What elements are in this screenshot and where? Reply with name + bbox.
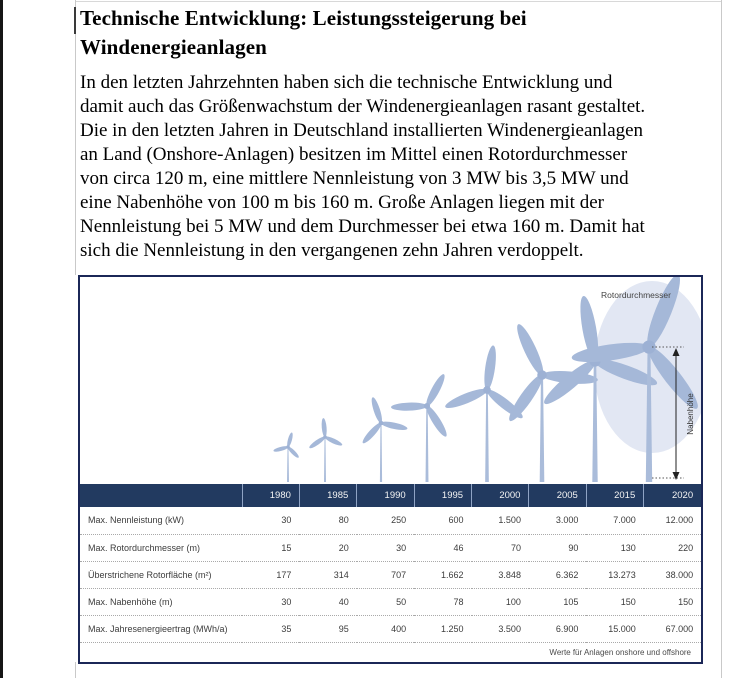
- year-header-cell: 2015: [586, 484, 643, 507]
- page-title-line-1: Technische Entwicklung: Leistungssteigerung bei: [80, 6, 527, 30]
- value-cell: 95: [299, 615, 356, 642]
- body-line: an Land (Onshore-Anlagen) besitzen im Mittel einen Rotordurchmesser: [80, 144, 628, 165]
- value-cell: 30: [242, 588, 299, 615]
- turbine-mast: [485, 390, 489, 482]
- text-frame-top-border: [75, 1, 721, 2]
- value-cell: 15: [242, 534, 299, 561]
- value-cell: 1.250: [414, 615, 471, 642]
- rotor-diameter-label: Rotordurchmesser: [601, 290, 671, 300]
- value-cell: 6.900: [529, 615, 586, 642]
- turbine-mast: [287, 447, 289, 482]
- value-cell: 314: [299, 561, 356, 588]
- value-cell: 250: [357, 507, 414, 534]
- turbine-blade: [370, 396, 384, 424]
- value-cell: 105: [529, 588, 586, 615]
- value-cell: 70: [472, 534, 529, 561]
- turbine-hub: [424, 403, 430, 409]
- value-cell: 15.000: [586, 615, 643, 642]
- value-cell: 3.000: [529, 507, 586, 534]
- turbine-mast: [540, 375, 545, 482]
- value-cell: 35: [242, 615, 299, 642]
- turbine-blade: [443, 385, 488, 411]
- turbine-blade: [482, 345, 498, 391]
- value-cell: 46: [414, 534, 471, 561]
- table-header-row: [80, 484, 701, 507]
- year-header-cell: 1985: [299, 484, 356, 507]
- year-header-cell: 1990: [357, 484, 414, 507]
- turbine-mast: [324, 437, 326, 482]
- table-header-empty-cell: [80, 484, 242, 507]
- value-cell: 38.000: [644, 561, 701, 588]
- body-line: Die in den letzten Jahren in Deutschland installierten Windenergieanlagen: [80, 120, 644, 141]
- value-cell: 6.362: [529, 561, 586, 588]
- body-line: Nennleistung bei 5 MW und dem Durchmesser bei etwa 160 m. Damit hat: [80, 216, 645, 237]
- page-title: [80, 4, 720, 62]
- value-cell: 80: [299, 507, 356, 534]
- value-cell: 1.662: [414, 561, 471, 588]
- row-label: Max. Rotordurchmesser (m): [80, 534, 242, 561]
- hub-height-label: Nabenhöhe: [686, 393, 695, 435]
- turbine-blade: [324, 435, 343, 447]
- value-cell: 130: [586, 534, 643, 561]
- body-line: sich die Nennleistung in den vergangenen zehn Jahren verdoppelt.: [80, 240, 584, 261]
- value-cell: 12.000: [644, 507, 701, 534]
- value-cell: 40: [299, 588, 356, 615]
- value-cell: 150: [586, 588, 643, 615]
- body-line: von circa 120 m, eine mittlere Nennleistung von 3 MW bis 3,5 MW und: [80, 168, 629, 189]
- value-cell: 100: [472, 588, 529, 615]
- value-cell: 50: [357, 588, 414, 615]
- body-paragraph: [80, 71, 725, 263]
- table-row: [80, 588, 701, 615]
- row-label: Max. Nennleistung (kW): [80, 507, 242, 534]
- body-line: damit auch das Größenwachstum der Windenergieanlagen rasant gestaltet.: [80, 96, 646, 117]
- row-label: Überstrichene Rotorfläche (m²): [80, 561, 242, 588]
- year-header-cell: 2000: [472, 484, 529, 507]
- table-row: [80, 507, 701, 534]
- value-cell: 13.273: [586, 561, 643, 588]
- table-row: [80, 534, 701, 561]
- year-header-cell: 1980: [242, 484, 299, 507]
- turbine-blade: [273, 445, 289, 453]
- value-cell: 3.848: [472, 561, 529, 588]
- turbine-mast: [426, 406, 429, 482]
- value-cell: 1.500: [472, 507, 529, 534]
- value-cell: 707: [357, 561, 414, 588]
- turbine-blade: [380, 420, 408, 432]
- wind-turbine: [308, 418, 343, 482]
- year-header-cell: 2020: [644, 484, 701, 507]
- turbine-mast: [380, 423, 382, 482]
- turbine-illustration: [80, 277, 701, 484]
- row-label: Max. Jahresenergieertrag (MWh/a): [80, 615, 242, 642]
- value-cell: 78: [414, 588, 471, 615]
- year-header-cell: 2005: [529, 484, 586, 507]
- wind-turbine: [273, 432, 300, 482]
- text-frame-left-border-lower: [75, 662, 76, 678]
- turbine-blade: [321, 418, 327, 437]
- turbine-hub: [537, 370, 547, 380]
- value-cell: 400: [357, 615, 414, 642]
- table-row: [80, 561, 701, 588]
- value-cell: 20: [299, 534, 356, 561]
- page-title-line-2: Windenergieanlagen: [80, 35, 267, 59]
- turbine-blade: [423, 372, 447, 408]
- turbine-hub: [286, 445, 290, 449]
- window-left-edge: [0, 0, 3, 678]
- turbine-hub: [379, 421, 384, 426]
- value-cell: 30: [357, 534, 414, 561]
- value-cell: 7.000: [586, 507, 643, 534]
- turbine-blade: [513, 322, 547, 378]
- value-cell: 3.500: [472, 615, 529, 642]
- value-cell: 30: [242, 507, 299, 534]
- body-line: In den letzten Jahrzehnten haben sich die technische Entwicklung und: [80, 72, 613, 93]
- figure-footnote: Werte für Anlagen onshore und offshore: [549, 647, 691, 657]
- arrow-head-down-icon: [673, 472, 680, 480]
- wind-turbine-figure: [78, 275, 703, 664]
- text-caret: [74, 7, 76, 34]
- row-label: Max. Nabenhöhe (m): [80, 588, 242, 615]
- turbine-hub: [483, 386, 491, 394]
- value-cell: 150: [644, 588, 701, 615]
- value-cell: 90: [529, 534, 586, 561]
- figure-data-table: [80, 484, 701, 643]
- text-frame-left-border: [75, 0, 76, 275]
- value-cell: 220: [644, 534, 701, 561]
- value-cell: 67.000: [644, 615, 701, 642]
- year-header-cell: 1995: [414, 484, 471, 507]
- value-cell: 600: [414, 507, 471, 534]
- table-row: [80, 615, 701, 642]
- turbine-blade: [286, 432, 294, 448]
- value-cell: 177: [242, 561, 299, 588]
- turbine-hub: [323, 435, 327, 439]
- body-line: eine Nabenhöhe von 100 m bis 160 m. Große Anlagen liegen mit der: [80, 192, 604, 213]
- turbine-hub: [642, 340, 655, 353]
- turbine-blade: [391, 402, 427, 411]
